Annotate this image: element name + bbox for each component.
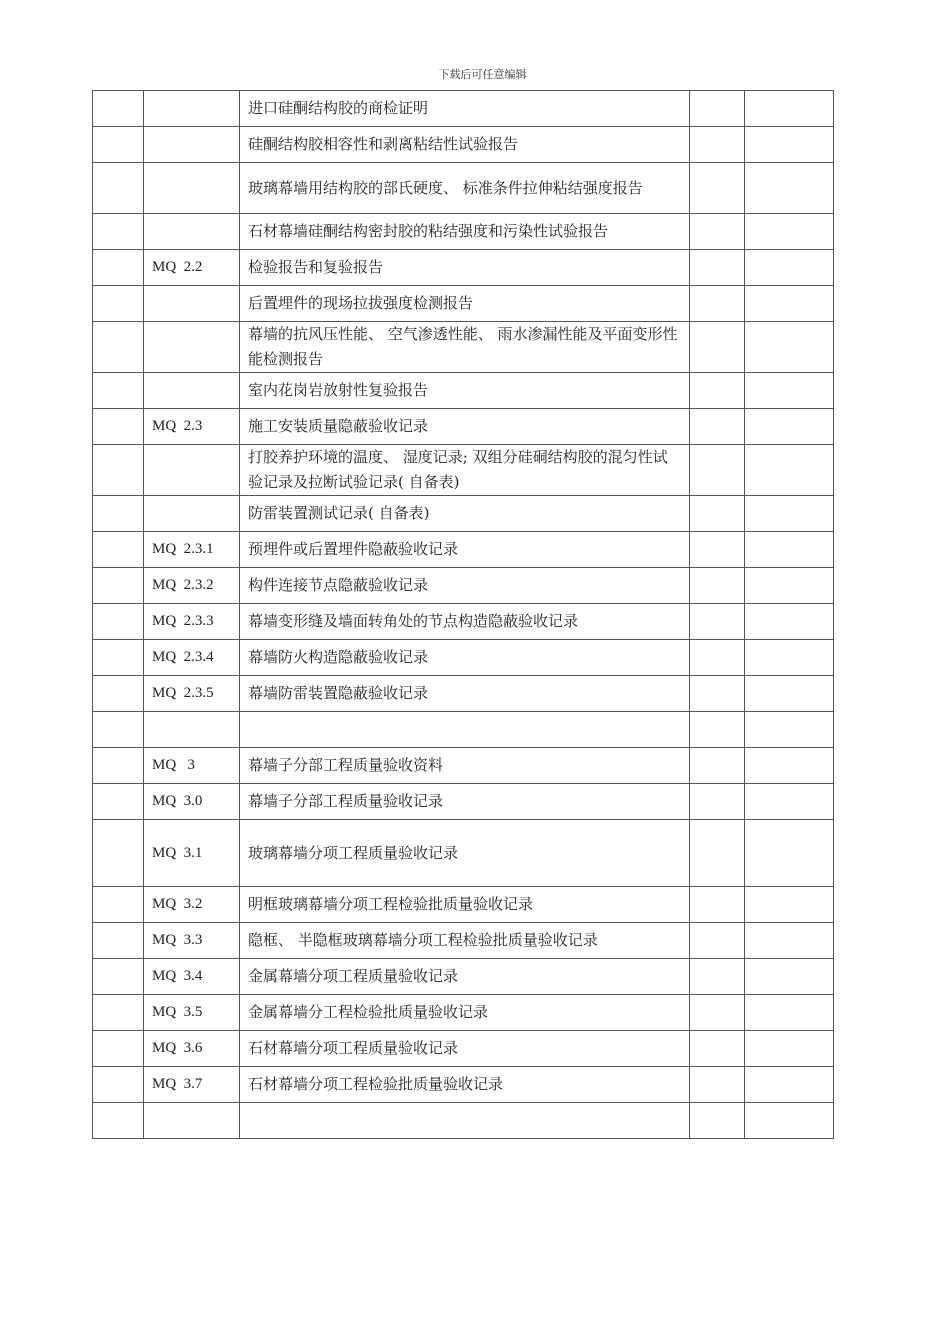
index-cell — [93, 748, 144, 784]
code-cell: MQ 3.5 — [144, 995, 240, 1031]
remarks-cell — [745, 322, 834, 373]
pages-cell — [690, 322, 745, 373]
description-cell: 硅酮结构胶相容性和剥离粘结性试验报告 — [240, 127, 690, 163]
table-row — [93, 373, 834, 409]
index-cell — [93, 1103, 144, 1139]
code-cell — [144, 91, 240, 127]
remarks-cell — [745, 923, 834, 959]
code-cell — [144, 127, 240, 163]
code-cell: MQ 2.3 — [144, 409, 240, 445]
index-cell — [93, 712, 144, 748]
code-cell: MQ 2.3.4 — [144, 640, 240, 676]
remarks-cell — [745, 959, 834, 995]
index-cell — [93, 163, 144, 214]
table-row — [93, 409, 834, 445]
code-cell — [144, 496, 240, 532]
remarks-cell — [745, 568, 834, 604]
table-row — [93, 127, 834, 163]
pages-cell — [690, 1103, 745, 1139]
code-cell — [144, 286, 240, 322]
remarks-cell — [745, 373, 834, 409]
pages-cell — [690, 91, 745, 127]
table-row — [93, 496, 834, 532]
pages-cell — [690, 712, 745, 748]
description-cell: 幕墙防火构造隐蔽验收记录 — [240, 640, 690, 676]
remarks-cell — [745, 250, 834, 286]
index-cell — [93, 250, 144, 286]
code-cell: MQ 2.3.3 — [144, 604, 240, 640]
index-cell — [93, 1067, 144, 1103]
index-cell — [93, 604, 144, 640]
index-cell — [93, 959, 144, 995]
index-cell — [93, 373, 144, 409]
description-cell: 石材幕墙分项工程质量验收记录 — [240, 1031, 690, 1067]
table-row — [93, 532, 834, 568]
index-cell — [93, 286, 144, 322]
remarks-cell — [745, 995, 834, 1031]
table-row — [93, 1103, 834, 1139]
code-cell: MQ 3.4 — [144, 959, 240, 995]
description-cell: 进口硅酮结构胶的商检证明 — [240, 91, 690, 127]
table-row — [93, 445, 834, 496]
table-row — [93, 250, 834, 286]
pages-cell — [690, 820, 745, 887]
index-cell — [93, 496, 144, 532]
code-cell — [144, 712, 240, 748]
pages-cell — [690, 604, 745, 640]
index-cell — [93, 322, 144, 373]
pages-cell — [690, 640, 745, 676]
remarks-cell — [745, 1103, 834, 1139]
pages-cell — [690, 409, 745, 445]
code-cell — [144, 322, 240, 373]
description-cell — [240, 712, 690, 748]
pages-cell — [690, 1031, 745, 1067]
description-cell: 构件连接节点隐蔽验收记录 — [240, 568, 690, 604]
table-row — [93, 1031, 834, 1067]
table-row — [93, 322, 834, 373]
pages-cell — [690, 163, 745, 214]
table-row — [93, 568, 834, 604]
remarks-cell — [745, 784, 834, 820]
code-cell — [144, 373, 240, 409]
description-cell: 幕墙防雷装置隐蔽验收记录 — [240, 676, 690, 712]
description-cell: 检验报告和复验报告 — [240, 250, 690, 286]
table-row — [93, 959, 834, 995]
pages-cell — [690, 532, 745, 568]
index-cell — [93, 409, 144, 445]
table-row — [93, 923, 834, 959]
index-cell — [93, 445, 144, 496]
code-cell: MQ 3.2 — [144, 887, 240, 923]
pages-cell — [690, 214, 745, 250]
description-cell: 幕墙变形缝及墙面转角处的节点构造隐蔽验收记录 — [240, 604, 690, 640]
pages-cell — [690, 250, 745, 286]
code-cell: MQ 3 — [144, 748, 240, 784]
pages-cell — [690, 923, 745, 959]
code-cell: MQ 3.7 — [144, 1067, 240, 1103]
code-cell: MQ 2.3.5 — [144, 676, 240, 712]
table-row — [93, 887, 834, 923]
pages-cell — [690, 887, 745, 923]
table-row — [93, 784, 834, 820]
code-cell — [144, 163, 240, 214]
code-cell: MQ 3.0 — [144, 784, 240, 820]
pages-cell — [690, 748, 745, 784]
index-cell — [93, 214, 144, 250]
description-cell: 幕墙的抗风压性能、 空气渗透性能、 雨水渗漏性能及平面变形性能检测报告 — [240, 322, 690, 373]
description-cell: 石材幕墙硅酮结构密封胶的粘结强度和污染性试验报告 — [240, 214, 690, 250]
description-cell: 石材幕墙分项工程检验批质量验收记录 — [240, 1067, 690, 1103]
code-cell: MQ 2.3.1 — [144, 532, 240, 568]
remarks-cell — [745, 748, 834, 784]
description-cell — [240, 1103, 690, 1139]
remarks-cell — [745, 604, 834, 640]
index-cell — [93, 887, 144, 923]
table-row — [93, 712, 834, 748]
table-row — [93, 676, 834, 712]
table-row — [93, 820, 834, 887]
description-cell: 金属幕墙分工程检验批质量验收记录 — [240, 995, 690, 1031]
index-cell — [93, 820, 144, 887]
pages-cell — [690, 568, 745, 604]
remarks-cell — [745, 496, 834, 532]
pages-cell — [690, 676, 745, 712]
table-row — [93, 286, 834, 322]
pages-cell — [690, 496, 745, 532]
remarks-cell — [745, 1031, 834, 1067]
page-header: 下载后可任意编辑 — [438, 68, 527, 81]
pages-cell — [690, 1067, 745, 1103]
description-cell: 明框玻璃幕墙分项工程检验批质量验收记录 — [240, 887, 690, 923]
code-cell — [144, 1103, 240, 1139]
description-cell: 隐框、 半隐框玻璃幕墙分项工程检验批质量验收记录 — [240, 923, 690, 959]
pages-cell — [690, 959, 745, 995]
code-cell: MQ 3.6 — [144, 1031, 240, 1067]
description-cell: 幕墙子分部工程质量验收资料 — [240, 748, 690, 784]
description-cell: 施工安装质量隐蔽验收记录 — [240, 409, 690, 445]
description-cell: 打胶养护环境的温度、 湿度记录; 双组分硅硐结构胶的混匀性试验记录及拉断试验记录( 自备表) — [240, 445, 690, 496]
table-row — [93, 163, 834, 214]
table-row — [93, 604, 834, 640]
table-row — [93, 214, 834, 250]
document-table — [92, 90, 834, 1139]
index-cell — [93, 676, 144, 712]
code-cell: MQ 3.3 — [144, 923, 240, 959]
index-cell — [93, 923, 144, 959]
index-cell — [93, 532, 144, 568]
table-row — [93, 1067, 834, 1103]
pages-cell — [690, 784, 745, 820]
description-cell: 金属幕墙分项工程质量验收记录 — [240, 959, 690, 995]
index-cell — [93, 995, 144, 1031]
remarks-cell — [745, 1067, 834, 1103]
table-row — [93, 640, 834, 676]
description-cell: 后置埋件的现场拉拔强度检测报告 — [240, 286, 690, 322]
index-cell — [93, 91, 144, 127]
index-cell — [93, 784, 144, 820]
code-cell: MQ 2.2 — [144, 250, 240, 286]
remarks-cell — [745, 712, 834, 748]
description-cell: 防雷装置测试记录( 自备表) — [240, 496, 690, 532]
code-cell — [144, 214, 240, 250]
pages-cell — [690, 445, 745, 496]
table-body — [93, 91, 834, 1139]
remarks-cell — [745, 887, 834, 923]
remarks-cell — [745, 214, 834, 250]
remarks-cell — [745, 640, 834, 676]
remarks-cell — [745, 163, 834, 214]
pages-cell — [690, 373, 745, 409]
description-cell: 预埋件或后置埋件隐蔽验收记录 — [240, 532, 690, 568]
pages-cell — [690, 286, 745, 322]
index-cell — [93, 127, 144, 163]
remarks-cell — [745, 91, 834, 127]
pages-cell — [690, 995, 745, 1031]
index-cell — [93, 1031, 144, 1067]
remarks-cell — [745, 286, 834, 322]
description-cell: 玻璃幕墙用结构胶的部氏硬度、 标准条件拉伸粘结强度报告 — [240, 163, 690, 214]
description-cell: 幕墙子分部工程质量验收记录 — [240, 784, 690, 820]
remarks-cell — [745, 409, 834, 445]
index-cell — [93, 568, 144, 604]
remarks-cell — [745, 127, 834, 163]
code-cell — [144, 445, 240, 496]
remarks-cell — [745, 676, 834, 712]
index-cell — [93, 640, 144, 676]
remarks-cell — [745, 820, 834, 887]
description-cell: 玻璃幕墙分项工程质量验收记录 — [240, 820, 690, 887]
table-row — [93, 995, 834, 1031]
remarks-cell — [745, 445, 834, 496]
code-cell: MQ 3.1 — [144, 820, 240, 887]
code-cell: MQ 2.3.2 — [144, 568, 240, 604]
description-cell: 室内花岗岩放射性复验报告 — [240, 373, 690, 409]
table-row — [93, 748, 834, 784]
pages-cell — [690, 127, 745, 163]
remarks-cell — [745, 532, 834, 568]
table-row — [93, 91, 834, 127]
